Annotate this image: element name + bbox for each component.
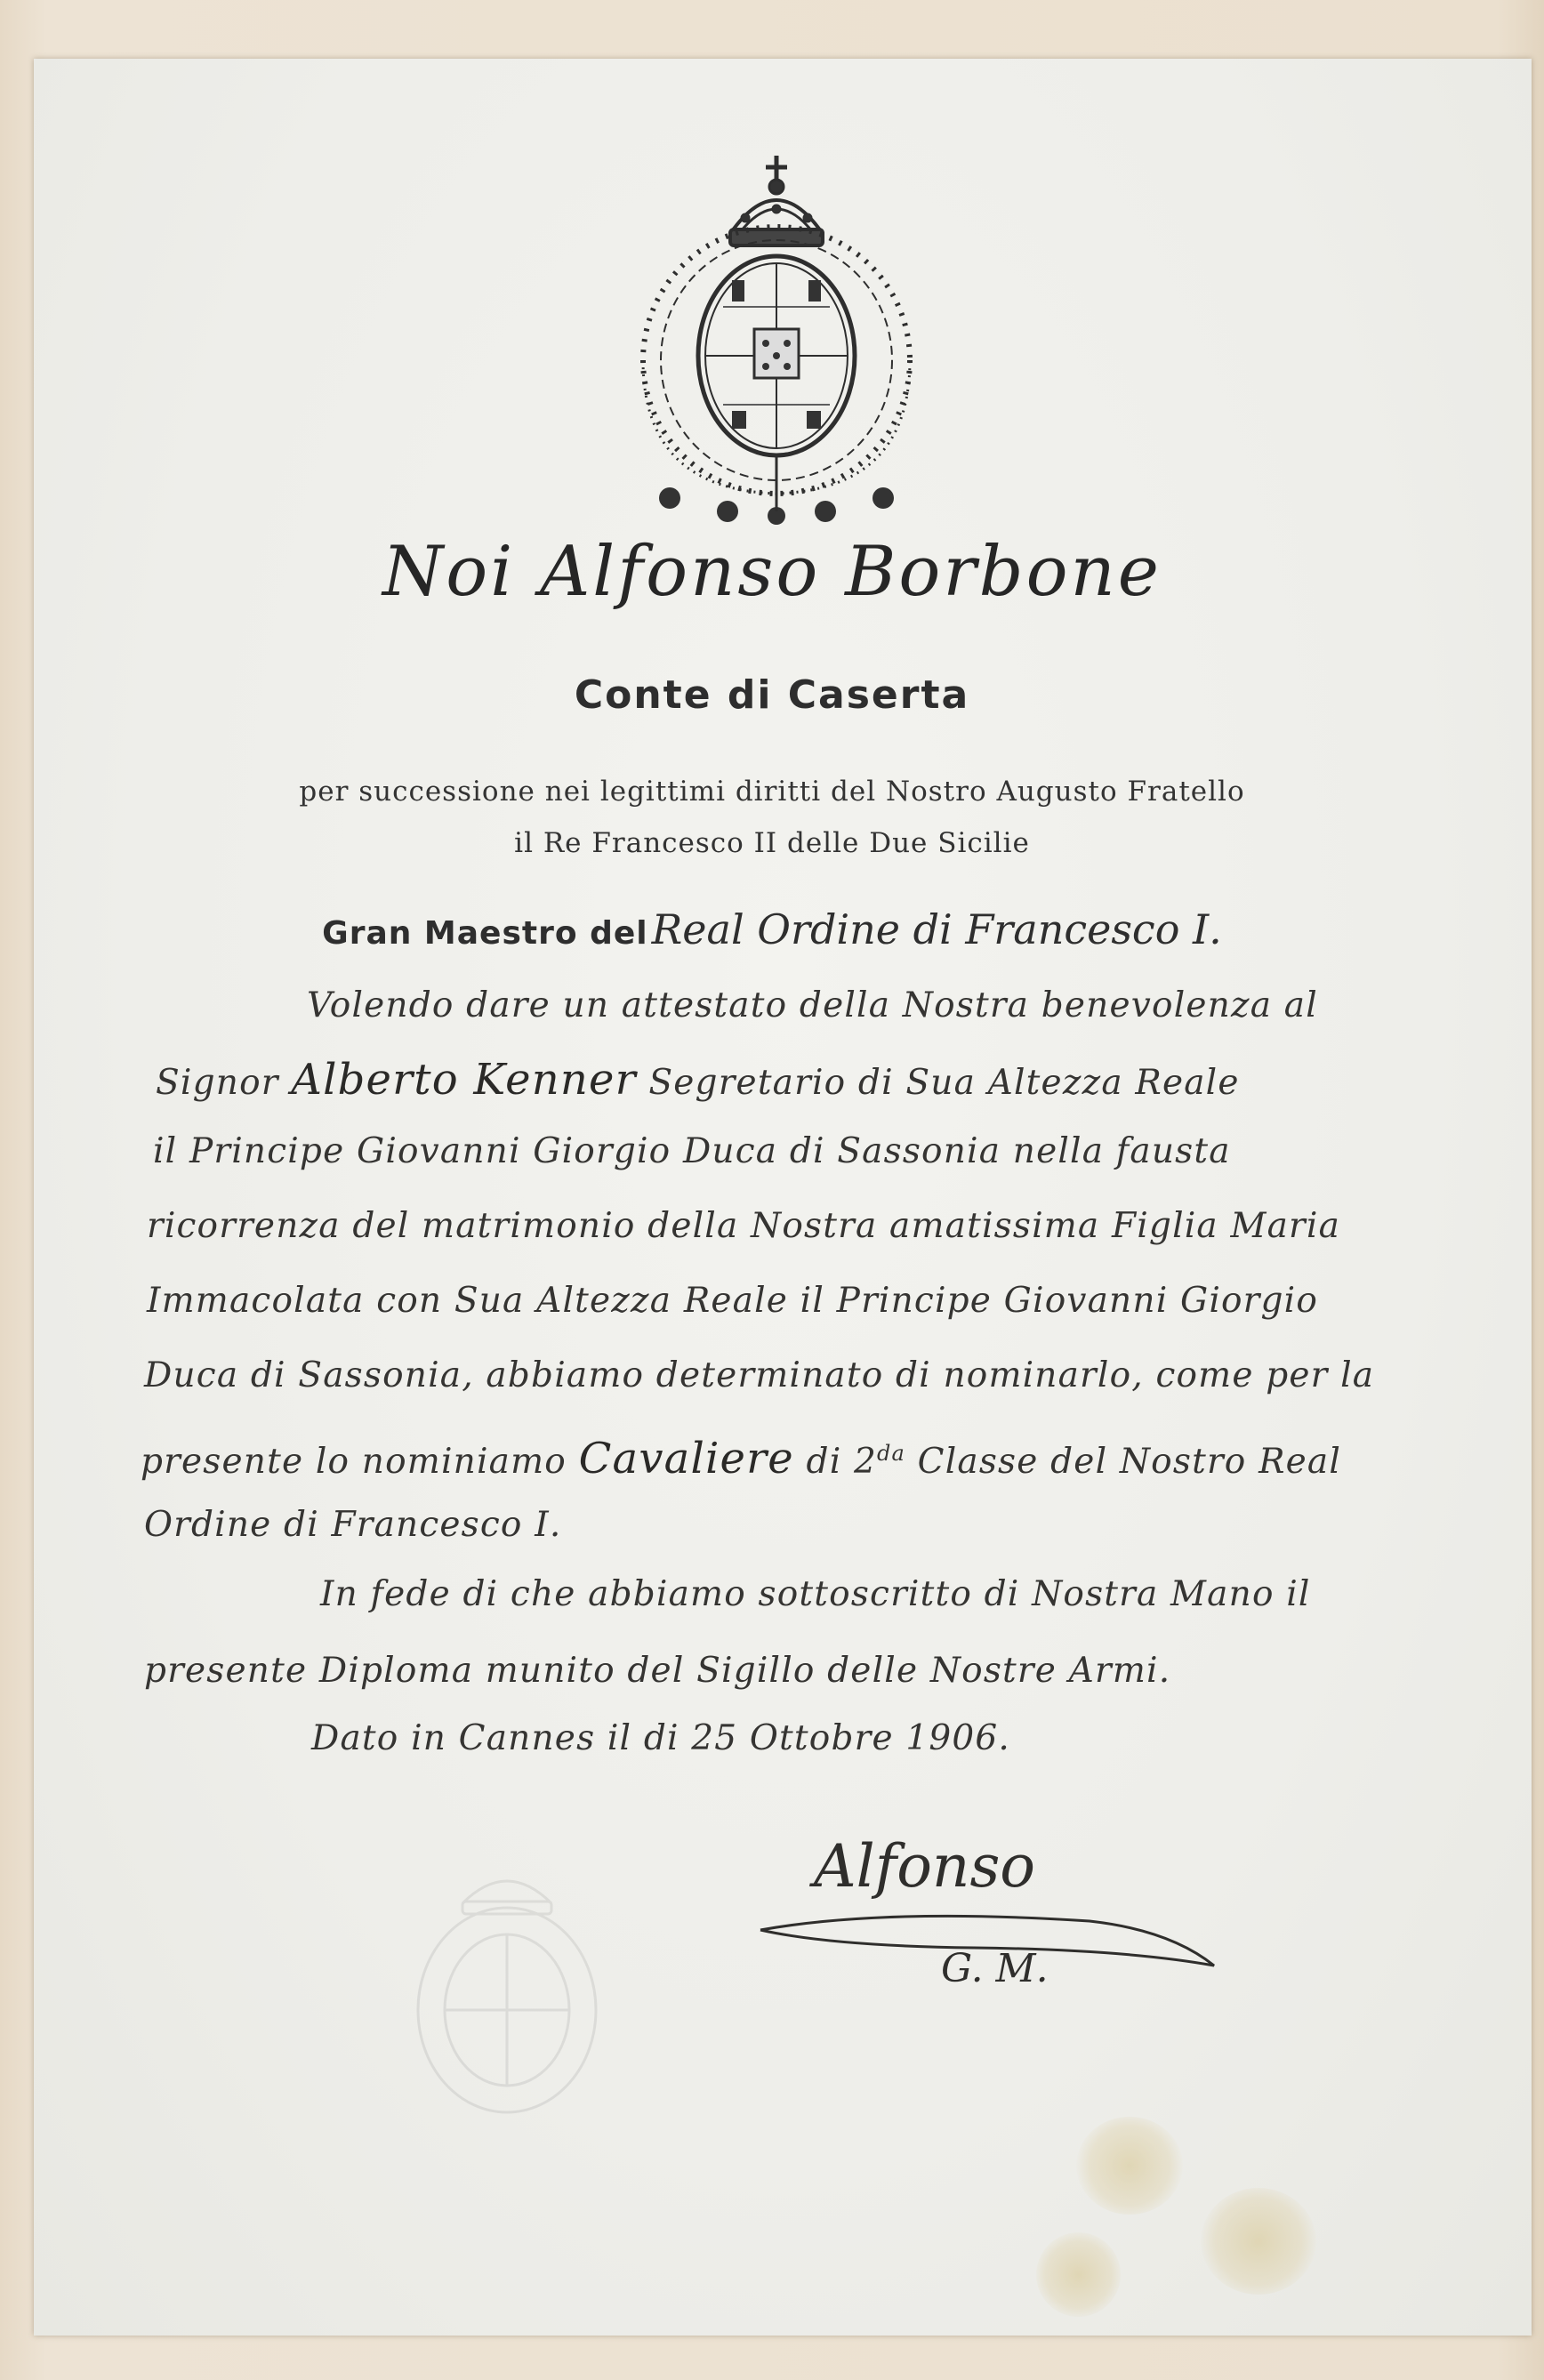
body-class-number: di 2: [806, 1442, 877, 1482]
class-superscript: da: [876, 1441, 906, 1466]
signature-name: Alfonso: [814, 1832, 1036, 1901]
stain-mark: [1076, 2117, 1183, 2215]
closing-line-1: In fede di che abbiamo sottoscritto di Nostra Mano il: [320, 1574, 1311, 1614]
body-class-text: Classe del Nostro Real: [917, 1442, 1342, 1482]
body-signor: Signor: [156, 1063, 279, 1103]
signature-title: G. M.: [941, 1946, 1049, 1991]
page-title: Noi Alfonso Borbone: [382, 532, 1162, 612]
succession-line-1: per successione nei legittimi diritti del Nostro Augusto Fratello: [299, 776, 1245, 808]
body-line-4: ricorrenza del matrimonio della Nostra amatissima Figlia Maria: [147, 1206, 1341, 1246]
body-line-6: Duca di Sassonia, abbiamo determinato di nominarlo, come per la: [144, 1355, 1375, 1395]
rank-cavaliere: Cavaliere: [578, 1434, 794, 1483]
royal-crest-icon: [607, 133, 945, 534]
body-secretary: Segretario di Sua Altezza Reale: [648, 1063, 1240, 1103]
stain-mark: [1201, 2188, 1316, 2295]
grand-master-line: [0, 905, 1544, 953]
body-line-5: Immacolata con Sua Altezza Reale il Principe Giovanni Giorgio: [147, 1281, 1319, 1321]
grand-master-prefix: Gran Maestro del: [322, 915, 648, 952]
body-line-3: il Principe Giovanni Giorgio Duca di Sassonia nella fausta: [153, 1131, 1231, 1171]
stain-mark: [1036, 2232, 1121, 2317]
body-line-8: Ordine di Francesco I.: [144, 1505, 562, 1545]
recipient-name: Alberto Kenner: [291, 1055, 637, 1105]
crown-icon: [730, 156, 823, 245]
embossed-seal-icon: [365, 1841, 649, 2135]
body-line-2: [156, 1055, 1240, 1105]
body-line-7: [141, 1434, 1341, 1483]
body-line-1: Volendo dare un attestato della Nostra benevolenza al: [307, 985, 1318, 1025]
closing-line-2: presente Diploma munito del Sigillo delle Nostre Armi.: [144, 1651, 1171, 1691]
succession-line-2: il Re Francesco II delle Due Sicilie: [514, 827, 1030, 859]
closing-line-3: Dato in Cannes il di 25 Ottobre 1906.: [311, 1718, 1011, 1758]
page-subtitle: Conte di Caserta: [574, 672, 970, 718]
body-nominate: presente lo nominiamo: [141, 1442, 567, 1482]
order-name: Real Ordine di Francesco I.: [651, 905, 1222, 953]
